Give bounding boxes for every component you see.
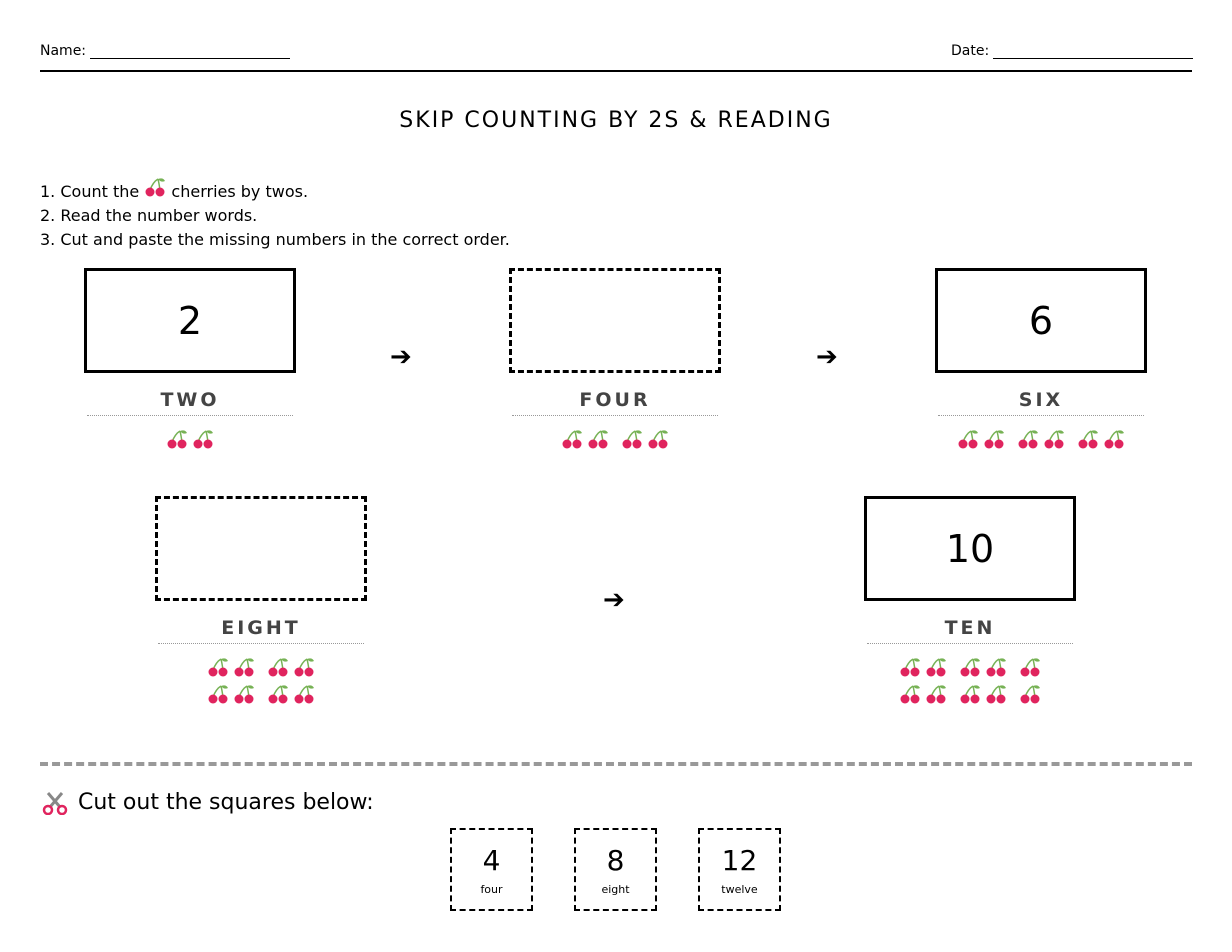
number-card-ten [864, 496, 1076, 706]
instruction-1: 1. Count the [40, 182, 140, 201]
number-value: 6 [1028, 298, 1054, 343]
cherry-icon [1019, 684, 1041, 704]
instruction-1-end: cherries by twos. [171, 182, 309, 201]
cut-number: 8 [606, 844, 625, 877]
scissors-icon [42, 791, 68, 815]
cherry-icon [1019, 657, 1041, 677]
cherry-icon [207, 657, 229, 677]
cherry-icon [587, 429, 609, 449]
instruction-2: 2. Read the number words. [40, 206, 258, 225]
cherry-icon [925, 657, 947, 677]
cut-square[interactable] [450, 828, 533, 911]
paste-box[interactable] [155, 496, 367, 601]
cherry-icon [233, 657, 255, 677]
date-label: Date: [951, 43, 990, 59]
cut-instruction [42, 790, 374, 815]
number-word: TEN [867, 617, 1073, 644]
cut-separator [40, 762, 1192, 766]
cherry-icon [899, 684, 921, 704]
cut-number: 4 [482, 844, 501, 877]
cherry-icon [925, 684, 947, 704]
cherry-icon [267, 684, 289, 704]
cherry-icon [1103, 429, 1125, 449]
arrow-icon: ➔ [603, 585, 625, 615]
number-card-four [509, 268, 721, 451]
worksheet-title: SKIP COUNTING BY 2S & READING [399, 108, 833, 133]
cherry-icon [959, 657, 981, 677]
number-value: 10 [945, 526, 995, 571]
paste-box[interactable] [509, 268, 721, 373]
cherry-group [84, 424, 296, 451]
cut-number: 12 [721, 844, 758, 877]
number-word: SIX [938, 389, 1144, 416]
cherry-icon [293, 684, 315, 704]
instruction-3: 3. Cut and paste the missing numbers in the correct order. [40, 230, 510, 249]
number-box [864, 496, 1076, 601]
cherry-icon [1077, 429, 1099, 449]
number-box [84, 268, 296, 373]
cut-word: eight [601, 883, 630, 896]
number-word: TWO [87, 389, 293, 416]
cherry-group [509, 424, 721, 451]
cherry-icon [293, 657, 315, 677]
date-line [993, 44, 1193, 59]
cherry-icon [983, 429, 1005, 449]
cherry-icon [957, 429, 979, 449]
cherry-icon [166, 429, 188, 449]
name-label: Name: [40, 43, 87, 59]
cherry-icon [561, 429, 583, 449]
name-field[interactable] [40, 43, 290, 59]
name-line [90, 44, 290, 59]
arrow-icon: ➔ [390, 342, 412, 372]
cut-word: twelve [721, 883, 758, 896]
cherry-icon [144, 182, 166, 201]
cherry-icon [144, 177, 166, 197]
cherry-icon [192, 429, 214, 449]
cut-square[interactable] [574, 828, 657, 911]
arrow-icon: ➔ [816, 342, 838, 372]
cherry-icon [985, 657, 1007, 677]
cherry-icon [647, 429, 669, 449]
number-value: 2 [177, 298, 203, 343]
instructions [40, 177, 510, 252]
cherry-icon [621, 429, 643, 449]
date-field[interactable] [951, 43, 1193, 59]
cherry-icon [899, 657, 921, 677]
number-card-two [84, 268, 296, 451]
cherry-icon [267, 657, 289, 677]
cut-square[interactable] [698, 828, 781, 911]
cherry-icon [1017, 429, 1039, 449]
number-card-six [935, 268, 1147, 451]
cherry-icon [985, 684, 1007, 704]
cherry-group [864, 652, 1076, 706]
cherry-icon [233, 684, 255, 704]
cut-label: Cut out the squares below: [78, 790, 374, 815]
cherry-icon [207, 684, 229, 704]
cherry-icon [959, 684, 981, 704]
number-word: EIGHT [158, 617, 364, 644]
cherry-group [935, 424, 1147, 451]
cut-word: four [480, 883, 503, 896]
cherry-icon [1043, 429, 1065, 449]
cherry-group [155, 652, 367, 706]
header-rule [40, 70, 1192, 72]
number-word: FOUR [512, 389, 718, 416]
number-box [935, 268, 1147, 373]
number-card-eight [155, 496, 367, 706]
